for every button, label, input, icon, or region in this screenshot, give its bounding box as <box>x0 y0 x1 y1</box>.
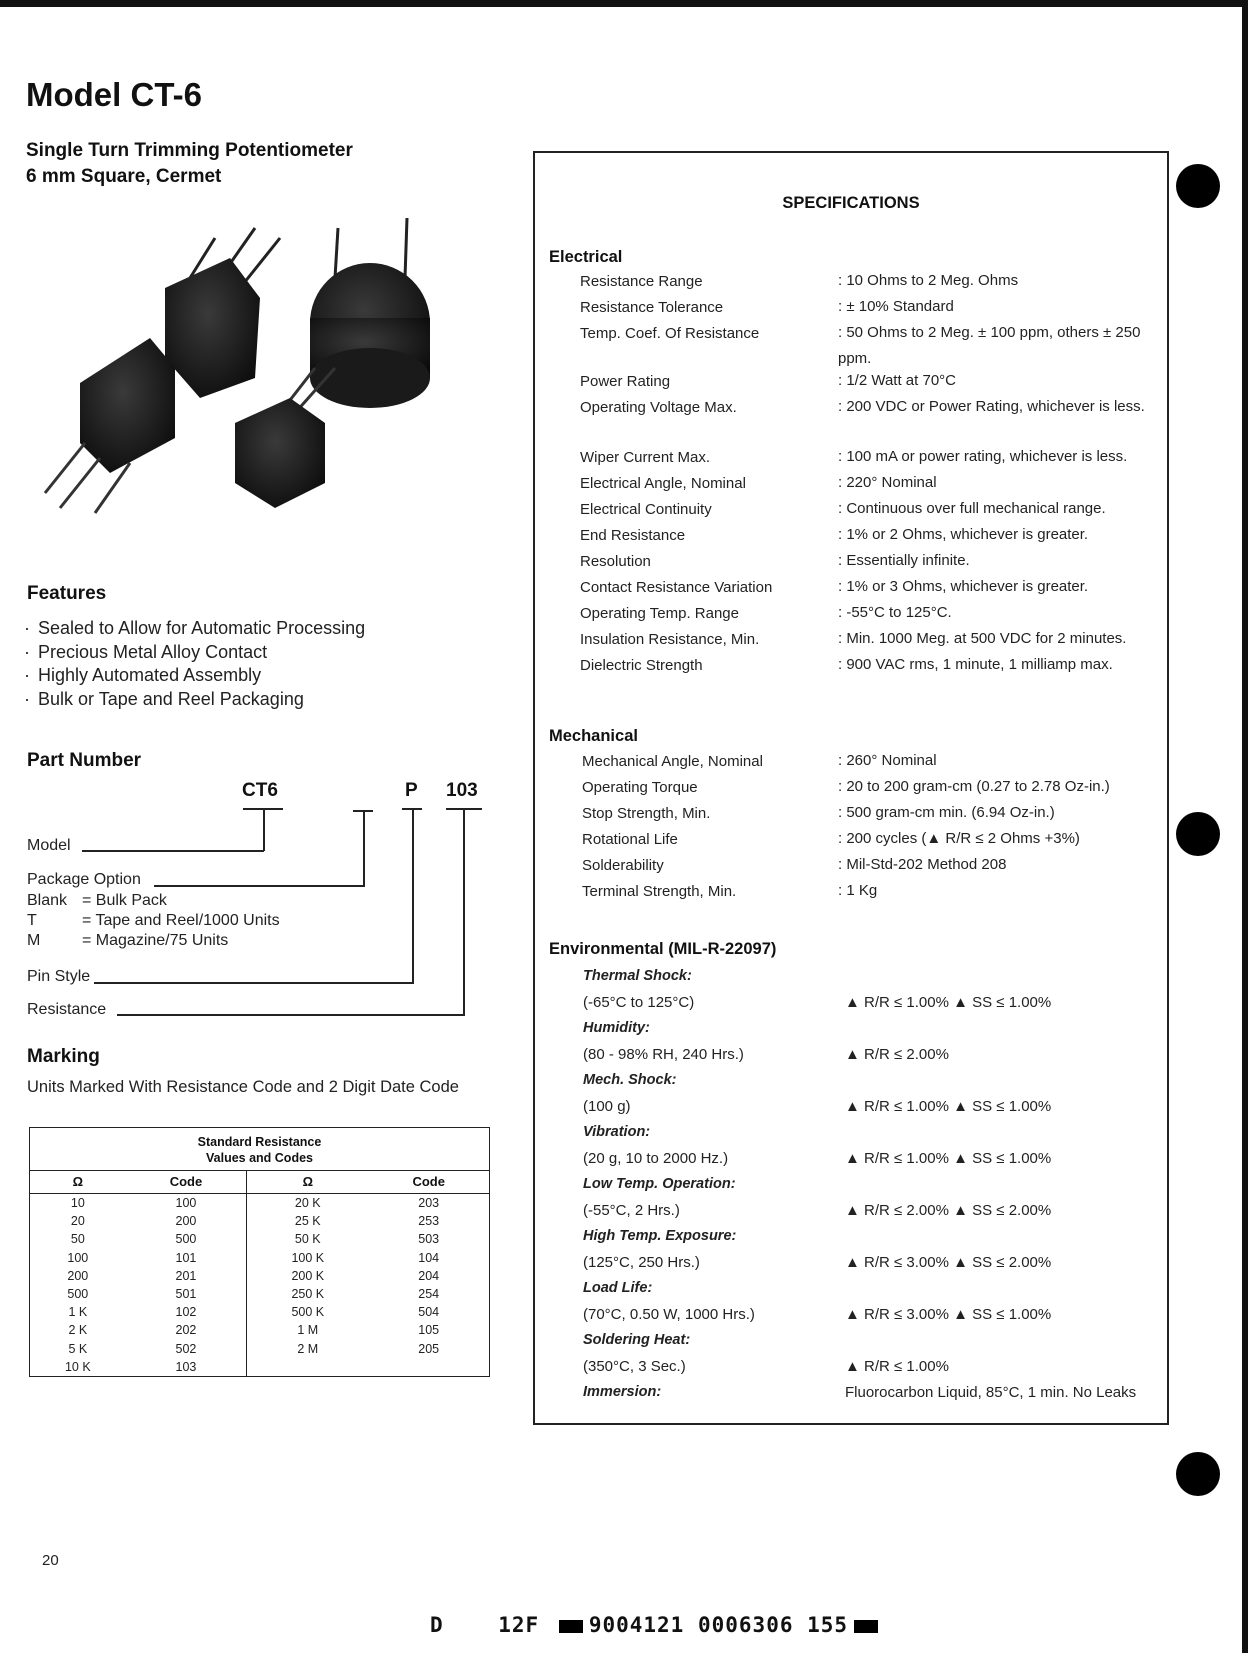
resistance-code: 253 <box>418 1214 440 1229</box>
subtitle-line-1: Single Turn Trimming Potentiometer <box>26 140 353 161</box>
env-test-name: Vibration: <box>583 1124 651 1140</box>
resistance-value: 500 <box>67 1287 89 1302</box>
resistance-value: 100 <box>67 1250 89 1265</box>
env-test-condition: (80 - 98% RH, 240 Hrs.) <box>583 1046 744 1063</box>
feature-item: · Highly Automated Assembly <box>24 664 365 688</box>
env-test-result: ▲ R/R ≤ 2.00% ▲ SS ≤ 2.00% <box>845 1202 1052 1219</box>
spec-value: : 200 cycles (▲ R/R ≤ 2 Ohms +3%) <box>838 830 1080 847</box>
resistance-value: 50 K <box>294 1232 321 1247</box>
pn-option-value: = Magazine/75 Units <box>82 932 229 949</box>
spec-value: : Mil-Std-202 Method 208 <box>838 856 1007 873</box>
resistance-code: 504 <box>418 1305 440 1320</box>
table-caption-line: Standard Resistance <box>197 1135 322 1149</box>
spec-value: : 220° Nominal <box>838 474 937 491</box>
spec-value: : 50 Ohms to 2 Meg. ± 100 ppm, others ± 250 ppm. <box>838 324 1141 367</box>
col-header-code: Code <box>368 1171 489 1194</box>
spec-label: Solderability <box>582 857 664 874</box>
env-test-result: ▲ R/R ≤ 3.00% ▲ SS ≤ 1.00% <box>845 1306 1052 1323</box>
spec-label: Electrical Continuity <box>580 501 712 518</box>
pn-package-rule <box>154 885 365 887</box>
features-heading: Features <box>27 583 107 604</box>
resistance-value: 200 K <box>291 1268 325 1283</box>
pn-pin-rule <box>94 982 414 984</box>
resistance-code: 202 <box>126 1321 247 1339</box>
env-test-name: Thermal Shock: <box>583 968 692 984</box>
table-caption-line: Values and Codes <box>206 1151 313 1165</box>
spec-label: Resistance Range <box>580 273 703 290</box>
spec-label: Insulation Resistance, Min. <box>580 631 760 648</box>
table-row <box>30 1194 490 1213</box>
product-photo <box>40 218 440 548</box>
subtitle-line-2: 6 mm Square, Cermet <box>26 166 222 187</box>
marking-heading: Marking <box>27 1046 100 1067</box>
spec-value: : Min. 1000 Meg. at 500 VDC for 2 minutes. <box>838 630 1127 647</box>
resistance-value: 100 K <box>291 1250 325 1265</box>
spec-label: Temp. Coef. Of Resistance <box>580 325 760 342</box>
pn-res-drop <box>463 808 465 1015</box>
resistance-code: 502 <box>126 1340 247 1358</box>
col-header-ohm: Ω <box>247 1171 369 1194</box>
col-header-code: Code <box>126 1171 247 1194</box>
spec-label: Wiper Current Max. <box>580 449 711 466</box>
pn-option-key: T <box>27 912 37 929</box>
pn-model-rule <box>82 850 264 852</box>
resistance-code: 100 <box>126 1194 247 1213</box>
env-test-condition: (350°C, 3 Sec.) <box>583 1358 686 1375</box>
pn-option-value: = Bulk Pack <box>82 892 167 909</box>
feature-item: · Sealed to Allow for Automatic Processing <box>24 617 365 641</box>
spec-value: : Essentially infinite. <box>838 552 970 569</box>
spec-label: Operating Voltage Max. <box>580 399 737 416</box>
table-row <box>30 1303 490 1321</box>
specifications-title: SPECIFICATIONS <box>782 194 920 212</box>
resistance-code: 204 <box>418 1268 440 1283</box>
env-test-result: Fluorocarbon Liquid, 85°C, 1 min. No Leaks <box>845 1384 1137 1401</box>
col-header-ohm: Ω <box>30 1171 126 1194</box>
env-test-condition: (-65°C to 125°C) <box>583 994 695 1011</box>
resistance-value <box>247 1358 369 1377</box>
pn-pin-code: P <box>405 780 418 801</box>
binder-hole <box>1176 1452 1220 1496</box>
resistance-code: 105 <box>418 1323 440 1338</box>
resistance-code: 203 <box>418 1196 440 1211</box>
pn-option-key: M <box>27 932 41 949</box>
table-row <box>30 1285 490 1303</box>
table-row <box>30 1340 490 1358</box>
spec-value: : Continuous over full mechanical range. <box>838 500 1106 517</box>
env-test-name: Mech. Shock: <box>583 1072 677 1088</box>
spec-label: Resistance Tolerance <box>580 299 724 316</box>
env-test-result: ▲ R/R ≤ 1.00% ▲ SS ≤ 1.00% <box>845 1098 1052 1115</box>
env-test-result: ▲ R/R ≤ 2.00% <box>845 1046 949 1063</box>
resistance-code <box>368 1358 489 1377</box>
spec-value: : 900 VAC rms, 1 minute, 1 milliamp max. <box>838 656 1113 673</box>
pn-res-rule <box>117 1014 465 1016</box>
page-subtitle <box>26 138 353 190</box>
feature-item: · Precious Metal Alloy Contact <box>24 641 365 665</box>
right-border <box>1242 0 1248 1653</box>
table-row <box>30 1321 490 1339</box>
resistance-code: 503 <box>418 1232 440 1247</box>
spec-label: Resolution <box>580 553 651 570</box>
spec-label: Mechanical Angle, Nominal <box>582 753 763 770</box>
env-test-condition: (70°C, 0.50 W, 1000 Hrs.) <box>583 1306 755 1323</box>
pn-option-value: = Tape and Reel/1000 Units <box>82 912 280 929</box>
spec-label: Stop Strength, Min. <box>582 805 711 822</box>
resistance-value: 500 K <box>291 1305 325 1320</box>
table-row <box>30 1230 490 1248</box>
spec-value: : 260° Nominal <box>838 752 937 769</box>
resistance-code: 500 <box>126 1230 247 1248</box>
features-list <box>24 617 365 711</box>
spec-label: Rotational Life <box>582 831 678 848</box>
resistance-value: 20 K <box>294 1196 321 1211</box>
specifications-box <box>533 151 1169 1425</box>
page-title: Model CT-6 <box>26 76 203 113</box>
env-test-result: ▲ R/R ≤ 3.00% ▲ SS ≤ 2.00% <box>845 1254 1052 1271</box>
footer-prefix: D <box>430 1613 444 1637</box>
env-test-condition: (-55°C, 2 Hrs.) <box>583 1202 680 1219</box>
resistance-code: 103 <box>126 1358 247 1377</box>
table-row <box>30 1212 490 1230</box>
resistance-value: 20 <box>70 1214 85 1229</box>
spec-label: Dielectric Strength <box>580 657 703 674</box>
feature-item: · Bulk or Tape and Reel Packaging <box>24 688 365 712</box>
resistance-value: 2 K <box>68 1323 88 1338</box>
resistance-value: 50 <box>70 1232 85 1247</box>
mechanical-heading: Mechanical <box>549 727 638 745</box>
spec-value: : 1% or 2 Ohms, whichever is greater. <box>838 526 1089 543</box>
spec-label: End Resistance <box>580 527 686 544</box>
spec-value: : 20 to 200 gram-cm (0.27 to 2.78 Oz-in.) <box>838 778 1110 795</box>
pn-model-drop <box>263 808 265 851</box>
spec-label: Electrical Angle, Nominal <box>580 475 746 492</box>
spec-value: : 100 mA or power rating, whichever is less. <box>838 448 1128 465</box>
pn-pin-label: Pin Style <box>27 968 91 985</box>
env-test-name: Immersion: <box>583 1384 662 1400</box>
spec-value: : 200 VDC or Power Rating, whichever is less. <box>838 398 1145 415</box>
footer-code <box>430 1613 884 1637</box>
spec-value: : ± 10% Standard <box>838 298 954 315</box>
resistance-value: 5 K <box>68 1341 88 1356</box>
environmental-heading: Environmental (MIL-R-22097) <box>549 940 777 958</box>
page-number: 20 <box>42 1552 59 1569</box>
env-test-result: ▲ R/R ≤ 1.00% ▲ SS ≤ 1.00% <box>845 1150 1052 1167</box>
env-test-result: ▲ R/R ≤ 1.00% ▲ SS ≤ 1.00% <box>845 994 1052 1011</box>
env-test-condition: (125°C, 250 Hrs.) <box>583 1254 700 1271</box>
spec-value: : 10 Ohms to 2 Meg. Ohms <box>838 272 1019 289</box>
resistance-code: 104 <box>418 1250 440 1265</box>
env-test-name: Low Temp. Operation: <box>583 1176 736 1192</box>
spec-label: Operating Temp. Range <box>580 605 739 622</box>
env-test-condition: (100 g) <box>583 1098 631 1115</box>
binder-hole <box>1176 164 1220 208</box>
footer-block <box>559 1620 583 1633</box>
resistance-code: 205 <box>418 1341 440 1356</box>
resistance-value: 10 <box>70 1196 85 1211</box>
spec-label: Operating Torque <box>582 779 698 796</box>
top-border <box>0 0 1248 7</box>
env-test-name: Humidity: <box>583 1020 650 1036</box>
footer-code2: 9004121 0006306 155 <box>588 1613 849 1637</box>
pn-model-label: Model <box>27 837 71 854</box>
table-row <box>30 1267 490 1285</box>
resistance-value: 1 K <box>68 1305 88 1320</box>
spec-label: Contact Resistance Variation <box>580 579 773 596</box>
spec-value: : 1% or 3 Ohms, whichever is greater. <box>838 578 1089 595</box>
env-test-result: ▲ R/R ≤ 1.00% <box>845 1358 949 1375</box>
resistance-code: 201 <box>126 1267 247 1285</box>
resistance-value: 200 <box>67 1268 89 1283</box>
resistance-value: 250 K <box>291 1287 325 1302</box>
resistance-code: 501 <box>126 1285 247 1303</box>
env-test-condition: (20 g, 10 to 2000 Hz.) <box>583 1150 729 1167</box>
footer-block <box>854 1620 878 1633</box>
part-number-heading: Part Number <box>27 750 142 771</box>
resistance-table-body <box>30 1194 490 1377</box>
pn-package-label: Package Option <box>27 871 141 888</box>
pn-package-drop <box>363 810 365 886</box>
resistance-value: 1 M <box>297 1323 319 1338</box>
pn-option-key: Blank <box>27 892 68 909</box>
env-test-name: Soldering Heat: <box>583 1332 691 1348</box>
spec-value: : 1/2 Watt at 70°C <box>838 372 956 389</box>
marking-text: Units Marked With Resistance Code and 2 Digit Date Code <box>27 1078 459 1096</box>
resistance-code: 102 <box>126 1303 247 1321</box>
footer-code1: 12F <box>498 1613 540 1637</box>
pn-model-code: CT6 <box>242 780 278 801</box>
spec-label: Terminal Strength, Min. <box>582 883 737 900</box>
resistance-value: 10 K <box>64 1359 91 1374</box>
spec-label: Power Rating <box>580 373 671 390</box>
electrical-heading: Electrical <box>549 248 623 266</box>
pn-pin-drop <box>412 808 414 983</box>
binder-hole <box>1176 812 1220 856</box>
resistance-code: 254 <box>418 1287 440 1302</box>
spec-value: : -55°C to 125°C. <box>838 604 952 621</box>
resistance-value: 2 M <box>297 1341 319 1356</box>
pn-resistance-label: Resistance <box>27 1001 107 1018</box>
env-test-name: Load Life: <box>583 1280 653 1296</box>
resistance-table <box>29 1127 490 1377</box>
table-row <box>30 1249 490 1267</box>
table-caption <box>30 1128 490 1171</box>
table-row <box>30 1358 490 1377</box>
spec-value: : 1 Kg <box>838 882 878 899</box>
resistance-code: 101 <box>126 1249 247 1267</box>
resistance-value: 25 K <box>294 1214 321 1229</box>
env-test-name: High Temp. Exposure: <box>583 1228 737 1244</box>
resistance-code: 200 <box>126 1212 247 1230</box>
spec-value: : 500 gram-cm min. (6.94 Oz-in.) <box>838 804 1055 821</box>
pn-resistance-code: 103 <box>446 780 478 801</box>
